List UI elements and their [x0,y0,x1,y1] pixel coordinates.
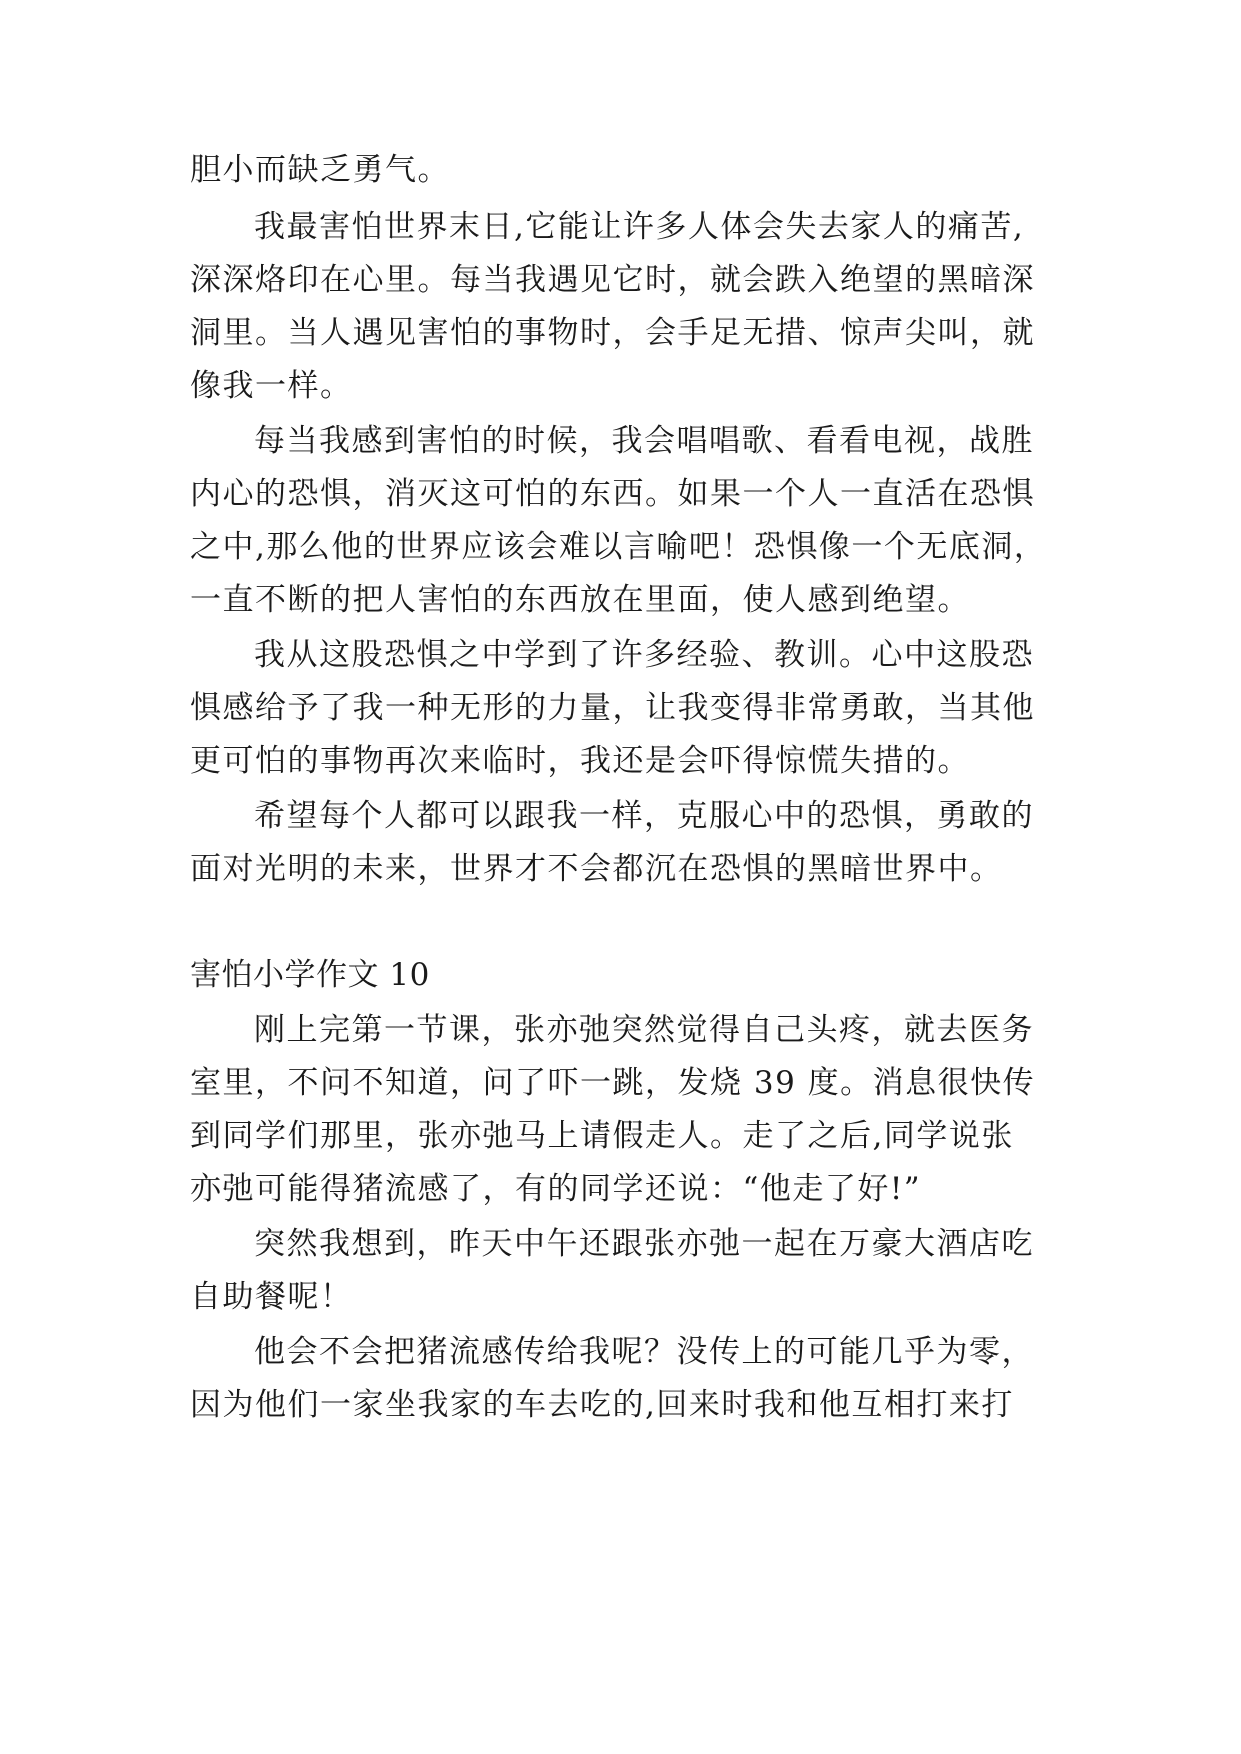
paragraph-line: 到同学们那里，张亦弛马上请假走人。走了之后,同学说张 [190,1118,1014,1154]
paragraph-line: 突然我想到，昨天中午还跟张亦弛一起在万豪大酒店吃 [254,1226,1034,1262]
paragraph-line: 之中,那么他的世界应该会难以言喻吧！恐惧像一个无底洞， [190,529,1047,565]
paragraph-line: 希望每个人都可以跟我一样，克服心中的恐惧，勇敢的 [254,798,1034,834]
paragraph-line: 像我一样。 [190,368,353,404]
section-heading: 害怕小学作文 10 [190,957,430,993]
paragraph-line: 惧感给予了我一种无形的力量，让我变得非常勇敢，当其他 [190,690,1035,726]
paragraph-line: 内心的恐惧，消灭这可怕的东西。如果一个人一直活在恐惧 [190,476,1035,512]
paragraph-line: 因为他们一家坐我家的车去吃的,回来时我和他互相打来打 [190,1387,1014,1423]
paragraph-line: 一直不断的把人害怕的东西放在里面，使人感到绝望。 [190,582,970,618]
paragraph-line: 面对光明的未来，世界才不会都沉在恐惧的黑暗世界中。 [190,851,1003,887]
paragraph-line: 我从这股恐惧之中学到了许多经验、教训。心中这股恐 [254,637,1034,673]
paragraph-line: 他会不会把猪流感传给我呢？没传上的可能几乎为零， [254,1334,1034,1370]
paragraph-line: 深深烙印在心里。每当我遇见它时，就会跌入绝望的黑暗深 [190,262,1035,298]
paragraph-line: 亦弛可能得猪流感了，有的同学还说：“他走了好!” [190,1171,922,1207]
paragraph-line: 洞里。当人遇见害怕的事物时，会手足无措、惊声尖叫，就 [190,315,1035,351]
paragraph-line: 胆小而缺乏勇气。 [190,152,450,188]
paragraph-line: 我最害怕世界末日,它能让许多人体会失去家人的痛苦, [254,209,1025,245]
paragraph-line: 更可怕的事物再次来临时，我还是会吓得惊慌失措的。 [190,743,970,779]
paragraph-line: 自助餐呢！ [190,1279,353,1315]
paragraph-line: 每当我感到害怕的时候，我会唱唱歌、看看电视，战胜 [254,423,1034,459]
paragraph-line: 室里，不问不知道，问了吓一跳，发烧 39 度。消息很快传 [190,1065,1036,1101]
paragraph-line: 刚上完第一节课，张亦弛突然觉得自己头疼，就去医务 [254,1012,1034,1048]
